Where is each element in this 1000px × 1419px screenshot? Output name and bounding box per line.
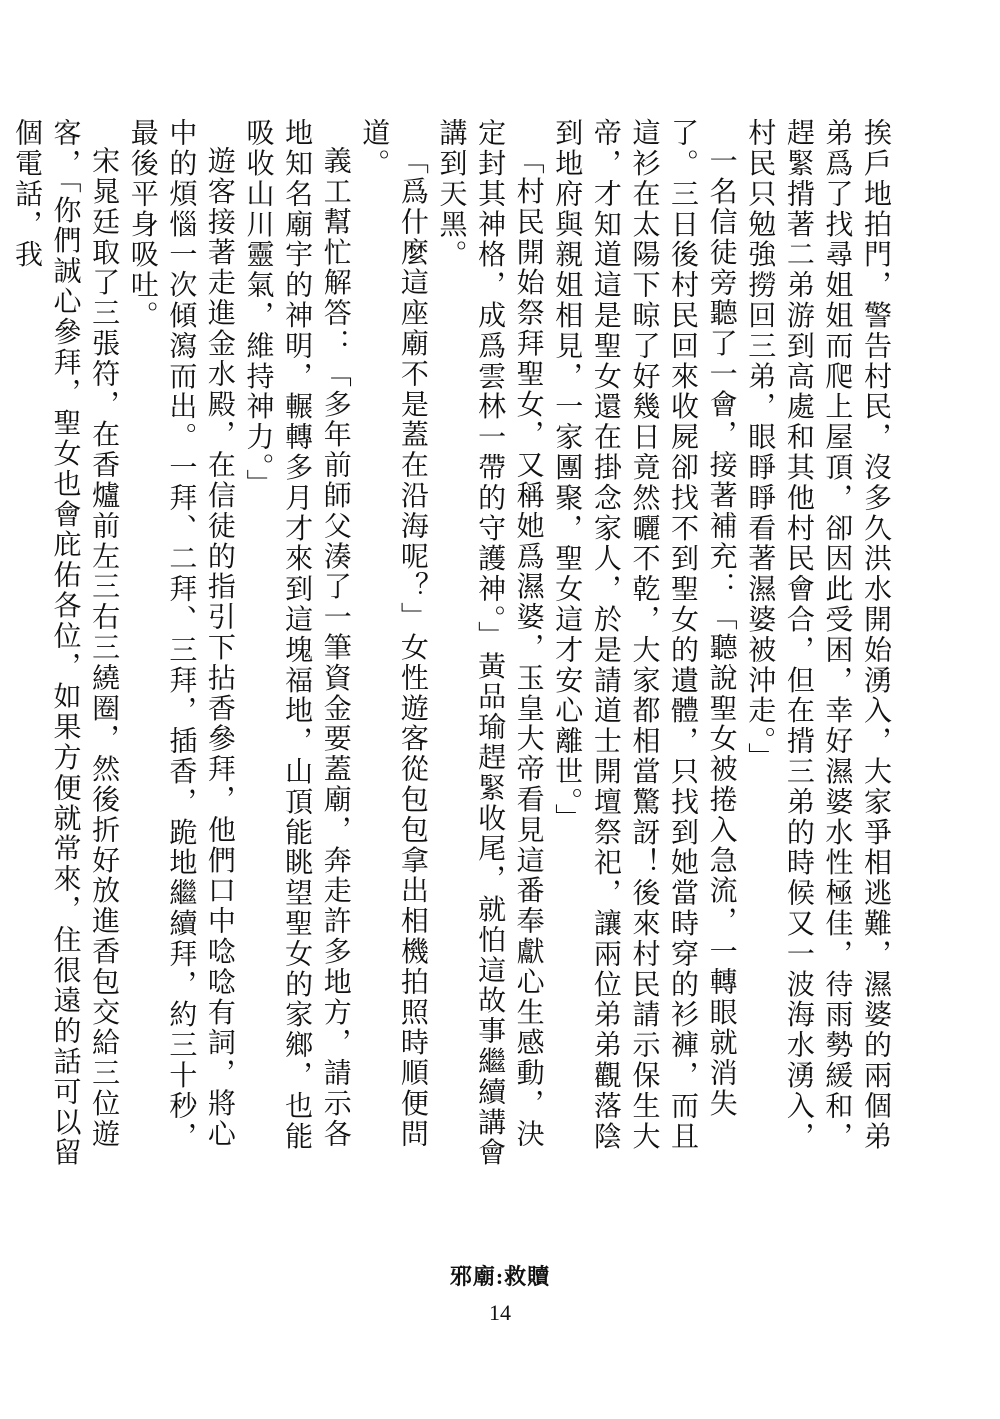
paragraph: 挨戶地拍門，警告村民，沒多久洪水開始湧入，大家爭相逃難，濕婆的兩個弟弟爲了找尋姐姐而爬上屋頂，卻因此受困，幸好濕婆水性極佳，待雨勢緩和，趕緊揹著二弟游到高處和其他村民會合，但在揹三弟的時候又一波海水湧入，村民只勉強撈回三弟，眼睜睜看著濕婆被沖走。」 [744,118,893,1152]
page-number: 14 [489,1300,511,1325]
paragraph: 「爲什麼這座廟不是蓋在沿海呢？」女性遊客從包包拿出相機拍照時順便問道。 [358,118,430,1150]
body-text [10,118,895,1168]
paragraph: 義工幫忙解答：「多年前師父湊了一筆資金要蓋廟，奔走許多地方，請示各地知名廟宇的神明，輾轉多月才來到這塊福地，山頂能眺望聖女的家鄉，也能吸收山川靈氣，維持神力。」 [242,118,353,1152]
book-title: 邪廟:救贖 [449,1264,551,1289]
paragraph: 宋晁廷取了三張符，在香爐前左三右三繞圈，然後折好放進香包交給三位遊客，「你們誠心參拜，聖女也會庇佑各位，如果方便就常來，住很遠的話可以留個電話，我 [10,118,122,1168]
paragraph: 一名信徒旁聽了一會，接著補充：「聽說聖女被捲入急流，一轉眼就消失了。三日後村民回來收屍卻找不到聖女的遺體，只找到她當時穿的衫褲，而且這衫在太陽下晾了好幾日竟然曬不乾，大家都相當驚訝！後來村民請示保生大帝，才知道這是聖女還在掛念家人，於是請道士開壇祭祀，讓兩位弟弟觀落陰到地府與親姐相見，一家團聚，聖女這才安心離世。」 [551,118,739,1152]
paragraph: 遊客接著走進金水殿，在信徒的指引下拈香參拜，他們口中唸唸有詞，將心中的煩惱一次傾瀉而出。一拜、二拜、三拜，插香，跪地繼續拜，約三十秒，最後平身吸吐。 [126,118,237,1152]
paragraph: 「村民開始祭拜聖女，又稱她爲濕婆，玉皇大帝看見這番奉獻心生感動，決定封其神格，成爲雲林一帶的守護神。」黃品瑜趕緊收尾，就怕這故事繼續講會講到天黑。 [435,118,546,1168]
